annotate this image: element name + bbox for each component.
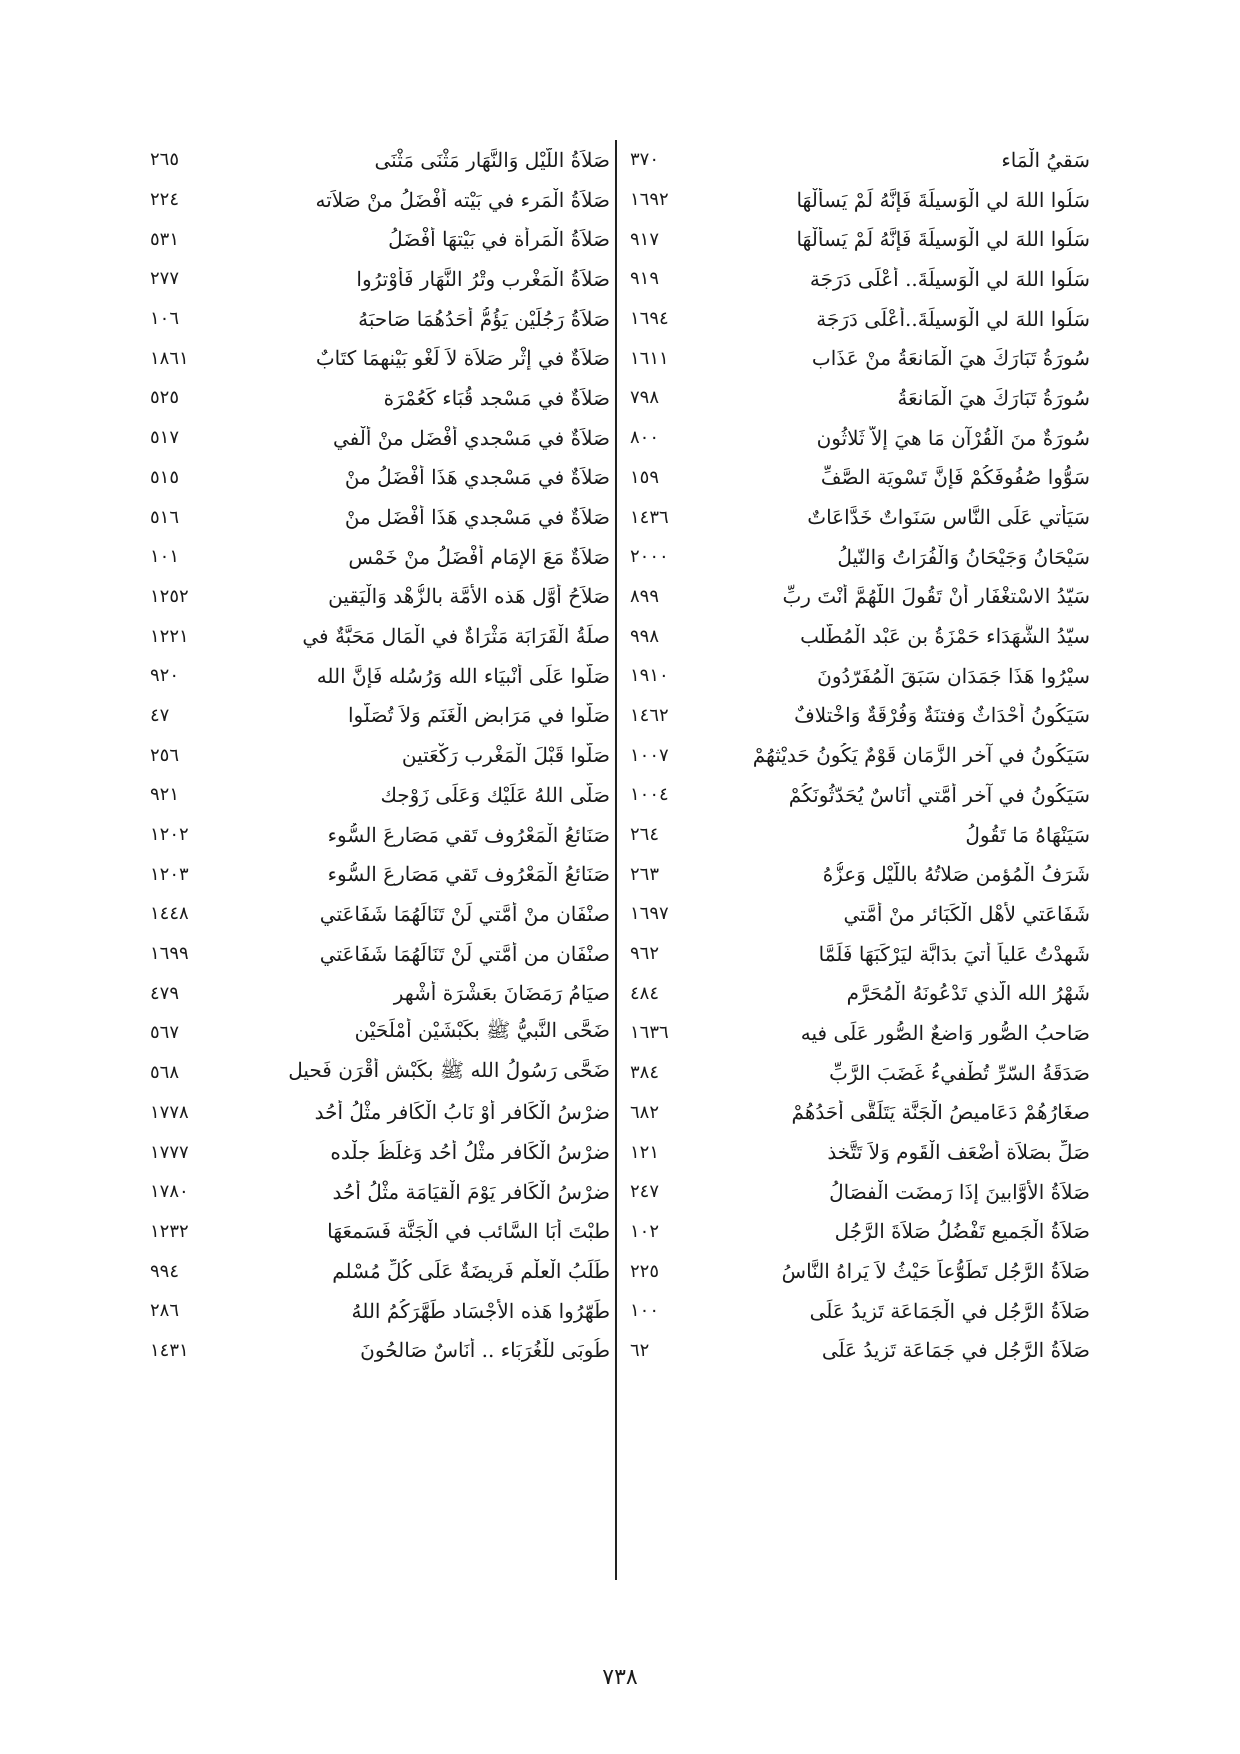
entry-reference-number: ٢٢٤ [150, 189, 180, 211]
entry-text: طَهّرُوا هَذه الأَجْسَاد طَهَّرَكُمُ اللهُ [351, 1298, 610, 1323]
index-entry [630, 537, 1090, 577]
entry-reference-number: ١٤٣٦ [630, 506, 669, 528]
entry-text: صَدَقَةُ السّرِّ تُطْفيءُ غَضَبَ الرَّبِّ [829, 1060, 1090, 1085]
entry-reference-number: ١٦٩٤ [630, 308, 669, 330]
index-entry [630, 1212, 1090, 1252]
entry-reference-number: ٥١٥ [150, 466, 180, 488]
index-entry [630, 1013, 1090, 1053]
entry-reference-number: ٢٦٤ [630, 824, 660, 846]
index-entry [630, 180, 1090, 220]
entry-reference-number: ٢٤٧ [630, 1181, 660, 1203]
index-entry [630, 1291, 1090, 1331]
entry-text: سَيَكُونُ في آخر الزَّمَان قَوْمٌ يَكُونُ حَديْثهُمْ [752, 743, 1090, 768]
entry-text: سَيَكُونُ أَحْدَاثٌ وَفتنَةٌ وَفُرْقَةٌ وَاخْتلافٌ [794, 703, 1090, 728]
index-entry [150, 338, 610, 378]
entry-text: صَلاَةٌ في مَسْجدي أَفْضَل منْ أَلْفي [332, 425, 610, 450]
entry-text: شَفَاعَتي لأَهْل الْكَبَائر منْ أُمَّتي [843, 901, 1090, 926]
index-entry [150, 1172, 610, 1212]
entry-text: صَلاَةُ رَجُلَيْن يَؤُمُّ أَحَدُهُمَا صَاحبَهُ [358, 306, 610, 331]
entry-text: سَلُوا اللهَ لي الْوَسيلَةَ فَإنَّهُ لَمْ يَسأَلْهَا [796, 227, 1090, 252]
entry-reference-number: ١٦٣٦ [630, 1022, 669, 1044]
entry-reference-number: ١٠٦ [150, 308, 180, 330]
entry-reference-number: ٢٨٦ [150, 1300, 180, 1322]
entry-reference-number: ٥٦٧ [150, 1022, 180, 1044]
index-entry [630, 815, 1090, 855]
entry-text: سُورَةُ تَبَارَكَ هيَ الْمَانعَةُ منْ عَذَاب [811, 346, 1090, 371]
index-entry [150, 219, 610, 259]
index-entry [150, 497, 610, 537]
entry-reference-number: ٢٢٥ [630, 1260, 660, 1282]
entry-reference-number: ١٢١ [630, 1141, 660, 1163]
entry-text: طَلَبُ الْعلْم فَريضَةٌ عَلَى كُلِّ مُسْلم [332, 1259, 610, 1284]
entry-text: ضَحَّى رَسُولُ الله ﷺ بكَبْش أَقْرَن فَحيل [288, 1058, 610, 1083]
entry-text: صنْفَان منْ أُمَّتي لَنْ تَنَالَهُمَا شَفَاعَتي [319, 901, 610, 926]
index-entry [630, 1251, 1090, 1291]
entry-text: صَلاَةٌ في مَسْجدي هَذَا أَفْضَلُ منْ [344, 465, 610, 490]
entry-reference-number: ١٨٦١ [150, 347, 189, 369]
entry-reference-number: ٣٨٤ [630, 1062, 660, 1084]
index-entry [150, 1291, 610, 1331]
index-entry [630, 656, 1090, 696]
entry-reference-number: ٥٢٥ [150, 387, 180, 409]
entry-text: شَهْرُ الله الَّذي تَدْعُونَهُ الْمُحَرَّم [846, 981, 1090, 1006]
entry-text: صنْفَان من أُمَّتي لَنْ تَنَالَهُمَا شَفَاعَتي [319, 941, 610, 966]
entry-reference-number: ١٠٠٧ [630, 744, 669, 766]
entry-reference-number: ٥١٧ [150, 427, 180, 449]
entry-text: صَلُّوا قَبْلَ الْمَغْرب رَكْعَتين [401, 743, 610, 768]
entry-reference-number: ٦٢ [630, 1339, 650, 1361]
entry-reference-number: ٨٩٩ [630, 585, 660, 607]
index-entry [150, 1053, 610, 1093]
index-entry [150, 894, 610, 934]
entry-reference-number: ٦٨٢ [630, 1101, 660, 1123]
index-entry [630, 577, 1090, 617]
entry-text: سَقيُ الْمَاء [1001, 147, 1090, 172]
entry-reference-number: ١٢٠٢ [150, 824, 189, 846]
index-entry [150, 1132, 610, 1172]
entry-text: سَيَكُونُ في آخر أُمَّتي أُنَاسٌ يُحَدّثُونَكُمْ [788, 782, 1090, 807]
entry-text: صَلاَةٌ في إثْر صَلاَة لاَ لَغْو بَيْنهمَا كتَابٌ [315, 346, 610, 371]
entry-text: سيّدُ الشُّهَدَاء حَمْزَةُ بن عَبْد الْمُطَّلب [800, 624, 1090, 649]
entry-reference-number: ٩٦٢ [630, 943, 660, 965]
entry-reference-number: ٨٠٠ [630, 427, 660, 449]
entry-text: صَلِّ بصَلاَة أَضْعَف الْقَوم وَلاَ تَتَّخذ [827, 1140, 1090, 1165]
entry-reference-number: ١٠٠ [630, 1300, 660, 1322]
index-entry [150, 180, 610, 220]
index-entry [150, 577, 610, 617]
index-entry [150, 418, 610, 458]
entry-text: سَيَنْهَاهُ مَا تَقُولُ [965, 822, 1090, 847]
entry-text: ضرْسُ الْكَافر أَوْ نَابُ الْكَافر مثْلُ أُحُد [314, 1100, 610, 1125]
entry-reference-number: ٥١٦ [150, 506, 180, 528]
entry-reference-number: ٥٣١ [150, 228, 180, 250]
entry-reference-number: ١٢٢١ [150, 625, 189, 647]
entry-text: سَلُوا اللهَ لي الْوَسيلَةَ فَإنَّهُ لَمْ يَسأَلْهَا [796, 187, 1090, 212]
entry-text: سَيْحَانُ وَجَيْحَانُ وَالْفُرَاتُ وَالنّيلُ [837, 544, 1090, 569]
entry-text: صَلاَةُ الْمَغْرب وتْرُ النَّهَار فَأَوْترُوا [356, 266, 610, 291]
page-number: ٧٣٨ [602, 1665, 638, 1690]
index-entry [150, 1251, 610, 1291]
entry-text: طبْتَ أَبَا السَّائب في الْجَنَّة فَسَمعَهَا [327, 1219, 610, 1244]
entry-text: صَلُّوا في مَرَابض الْغَنَم وَلاَ تُصَلُّوا [347, 703, 610, 728]
entry-text: سَيَأتي عَلَى النَّاس سَنَواتٌ خَدَّاعَاتٌ [807, 505, 1090, 530]
entry-text: صغَارُهُمْ دَعَاميصُ الْجَنَّة يَتَلَقَّى أَحَدُهُمْ [791, 1100, 1090, 1125]
entry-reference-number: ٩١٩ [630, 268, 660, 290]
entry-text: صَلاَةُ الْمَرأَة في بَيْتهَا أَفْضَلُ [388, 227, 610, 252]
entry-reference-number: ٤٧ [150, 704, 170, 726]
entry-reference-number: ٢٠٠٠ [630, 546, 669, 568]
entry-text: صَلاَحُ أَوَّل هَذه الأُمَّة بالزُّهْد وَالْيَقين [328, 584, 610, 609]
entry-reference-number: ١٦٩٢ [630, 189, 669, 211]
entry-text: صلَةُ الْقَرَابَة مَثْرَاةٌ في الْمَال مَحَبَّةٌ في [302, 624, 610, 649]
entry-text: سَلُوا اللهَ لي الْوَسيلَةَ.. أَعْلَى دَرَجَة [809, 266, 1090, 291]
index-entry [630, 497, 1090, 537]
index-entry [630, 775, 1090, 815]
entry-text: صَلاَةٌ في مَسْجدي هَذَا أَفْضَل منْ [344, 505, 610, 530]
index-entry [630, 1331, 1090, 1371]
entry-text: صَلاَةُ الرَّجُل في جَمَاعَة تَزيدُ عَلَى [821, 1338, 1090, 1363]
entry-text: صيَامُ رَمَضَانَ بعَشْرَة أَشْهر [393, 981, 610, 1006]
index-entry [630, 973, 1090, 1013]
index-entry [630, 854, 1090, 894]
entry-text: صَلاَةُ اللَّيْل وَالنَّهَار مَثْنَى مَثْنَى [374, 147, 610, 172]
entry-reference-number: ١٦٩٩ [150, 943, 189, 965]
index-entry [630, 458, 1090, 498]
entry-text: سَوُّوا صُفُوفَكُمْ فَإنَّ تَسْويَة الصَّفِّ [820, 465, 1090, 490]
index-entry [150, 259, 610, 299]
index-entry [150, 934, 610, 974]
entry-reference-number: ٢٧٧ [150, 268, 180, 290]
entry-text: صَلاَةُ الرَّجُل تَطَوُّعاً حَيْثُ لاَ يَراهُ النَّاسُ [781, 1259, 1090, 1284]
entry-text: صَنَائعُ الْمَعْرُوف تَقي مَصَارعَ السُّوء [327, 862, 610, 887]
index-entry [630, 1172, 1090, 1212]
entry-text: شَهدْتُ عَلياً أُتيَ بدَابَّة ليَرْكَبَهَا فَلَمَّا [818, 941, 1090, 966]
entry-reference-number: ١٠٠٤ [630, 784, 669, 806]
index-entry [630, 735, 1090, 775]
index-entry [150, 537, 610, 577]
entry-reference-number: ١٢٠٣ [150, 863, 189, 885]
entry-reference-number: ٩٢١ [150, 784, 180, 806]
entry-reference-number: ١٢٣٢ [150, 1220, 189, 1242]
entry-reference-number: ١٤٦٢ [630, 704, 669, 726]
entry-text: سُورَةٌ منَ الْقُرْآن مَا هيَ إلاَّ ثَلاثُون [816, 425, 1090, 450]
index-entry [150, 656, 610, 696]
entry-reference-number: ٣٧٠ [630, 149, 660, 171]
index-entry [150, 1013, 610, 1053]
column-divider [615, 140, 617, 1580]
entry-text: صَنَائعُ الْمَعْرُوف تَقي مَصَارعَ السُّوء [327, 822, 610, 847]
index-entry [150, 1093, 610, 1133]
entry-text: ضرْسُ الْكَافر مثْلُ أُحُد وَغلَظُ جلْده [330, 1140, 610, 1165]
index-entry [150, 1212, 610, 1252]
index-entry [630, 418, 1090, 458]
entry-reference-number: ٢٥٦ [150, 744, 180, 766]
entry-text: شَرَفُ الْمُؤمن صَلاتُهُ باللَّيْل وَعزُّهُ [822, 862, 1090, 887]
index-entry [150, 775, 610, 815]
entry-reference-number: ٩٩٤ [150, 1260, 180, 1282]
right-column [630, 140, 1090, 1370]
entry-text: صَلاَةُ الْمَرء في بَيْته أَفْضَلُ منْ صَلاَته [315, 187, 610, 212]
index-entry [630, 1093, 1090, 1133]
index-entry [150, 140, 610, 180]
entry-reference-number: ١٧٧٧ [150, 1141, 189, 1163]
index-entry [630, 259, 1090, 299]
index-entry [630, 616, 1090, 656]
left-column [150, 140, 610, 1370]
index-entry [630, 299, 1090, 339]
entry-reference-number: ٢٦٣ [630, 863, 660, 885]
entry-reference-number: ٩٢٠ [150, 665, 180, 687]
entry-text: ضرْسُ الْكَافر يَوْمَ الْقيَامَة مثْلُ أُحُد [332, 1179, 610, 1204]
entry-reference-number: ٥٦٨ [150, 1062, 180, 1084]
entry-text: سُورَةُ تَبَارَكَ هيَ الْمَانعَةُ [897, 385, 1090, 410]
entry-text: سيْرُوا هَذَا جَمَدَان سَبَقَ الْمُفَرّدُونَ [817, 663, 1090, 688]
entry-text: صَلاَةٌ مَعَ الإمَام أَفْضَلُ منْ خَمْس [348, 544, 610, 569]
entry-reference-number: ١٧٧٨ [150, 1101, 189, 1123]
entry-reference-number: ٢٦٥ [150, 149, 180, 171]
entry-reference-number: ١٢٥٢ [150, 585, 189, 607]
entry-reference-number: ١٠٢ [630, 1220, 660, 1242]
index-entry [150, 1331, 610, 1371]
entry-reference-number: ٩٩٨ [630, 625, 660, 647]
index-entry [630, 934, 1090, 974]
entry-text: ضَحَّى النَّبيُّ ﷺ بكَبْشَيْن أَمْلَحَيْن [354, 1018, 610, 1043]
index-entry [630, 219, 1090, 259]
entry-reference-number: ٧٩٨ [630, 387, 660, 409]
entry-text: صَلاَةُ الأَوَّابينَ إذَا رَمضَت الْفصَالُ [829, 1179, 1090, 1204]
index-entry [630, 338, 1090, 378]
index-entry [150, 735, 610, 775]
entry-reference-number: ١٠١ [150, 546, 180, 568]
index-entry [630, 140, 1090, 180]
entry-text: صَلَّى اللهُ عَلَيْك وَعَلَى زَوْجك [380, 782, 610, 807]
index-entry [150, 616, 610, 656]
entry-reference-number: ٤٧٩ [150, 982, 180, 1004]
entry-text: صَاحبُ الصُّور وَاضعٌ الصُّور عَلَى فيه [800, 1020, 1090, 1045]
entry-text: سَلُوا اللهَ لي الْوَسيلَةَ..أَعْلَى دَرَجَة [816, 306, 1090, 331]
index-entry [150, 458, 610, 498]
index-entry [630, 378, 1090, 418]
index-entry [150, 815, 610, 855]
index-entry [630, 1132, 1090, 1172]
entry-text: صَلاَةٌ في مَسْجد قُبَاء كَعُمْرَة [383, 385, 610, 410]
entry-reference-number: ١٦٩٧ [630, 903, 669, 925]
index-entry [150, 854, 610, 894]
index-entry [150, 973, 610, 1013]
index-entry [150, 378, 610, 418]
entry-reference-number: ١٦١١ [630, 347, 669, 369]
index-entry [630, 1053, 1090, 1093]
index-entry [150, 299, 610, 339]
index-entry [630, 696, 1090, 736]
entry-reference-number: ٤٨٤ [630, 982, 660, 1004]
entry-text: صَلاَةُ الرَّجُل في الْجَمَاعَة تَزيدُ عَلَى [809, 1298, 1090, 1323]
entry-reference-number: ٩١٧ [630, 228, 660, 250]
entry-text: صَلُّوا عَلَى أَنْبيَاء الله وَرُسُله فَإنَّ الله [316, 663, 610, 688]
index-entry [630, 894, 1090, 934]
entry-text: صَلاَةُ الْجَميع تَفْضُلُ صَلاَةَ الرَّجُل [834, 1219, 1090, 1244]
entry-reference-number: ١٧٨٠ [150, 1181, 189, 1203]
entry-reference-number: ١٥٩ [630, 466, 660, 488]
entry-reference-number: ١٤٤٨ [150, 903, 189, 925]
entry-text: سَيّدُ الاسْتغْفَار أَنْ تَقُولَ اللَّهُمَّ أَنْتَ ربِّ [782, 584, 1090, 609]
entry-reference-number: ١٩١٠ [630, 665, 669, 687]
entry-text: طُوبَى للْغُرَبَاء .. أُنَاسٌ صَالحُونَ [360, 1338, 610, 1363]
entry-reference-number: ١٤٣١ [150, 1339, 189, 1361]
index-entry [150, 696, 610, 736]
